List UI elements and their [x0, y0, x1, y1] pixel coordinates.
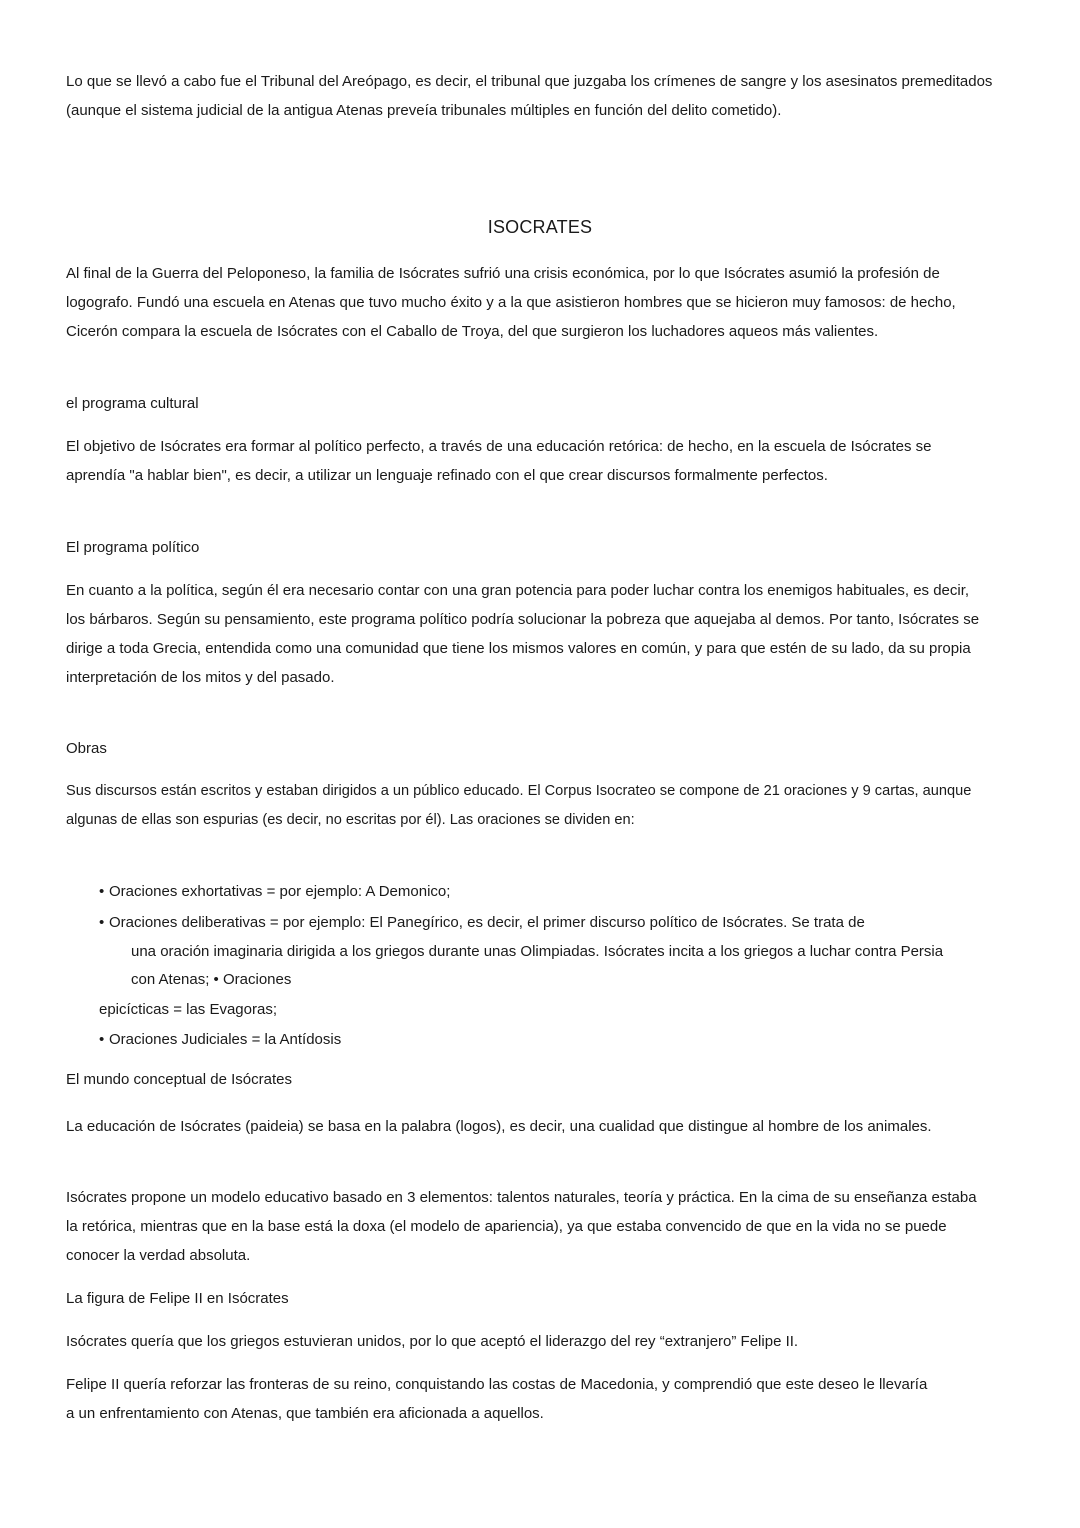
bullet-deliberative-text: Oraciones deliberativas = por ejemplo: El Panegírico, es decir, el primer discurso político de Isócrates. Se trata de: [109, 914, 865, 931]
philip-heading: La figura de Felipe II en Isócrates: [66, 1290, 289, 1307]
philip-paragraph-2: Felipe II quería reforzar las fronteras de su reino, conquistando las costas de Macedonia, y comprendió que este deseo le llevaría a un enfrentamiento con Atenas, que también era aficionada a aquellos.: [66, 1376, 928, 1422]
conceptual-paragraph-2: Isócrates propone un modelo educativo basado en 3 elementos: talentos naturales, teoría y práctica. En la cima de su enseñanza estaba la retórica, mientras que en la base está la doxa (el modelo de apariencia), ya que estaba convencido de que en la vida no se puede conocer la verdad absoluta.: [66, 1189, 977, 1264]
bullet-marker: •: [99, 914, 105, 931]
biography-paragraph: Al final de la Guerra del Peloponeso, la familia de Isócrates sufrió una crisis económica, por lo que Isócrates asumió la profesión de logografo. Fundó una escuela en Atenas que tuvo mucho éxito y a la que asistieron hombres que se hicieron muy famosos: de hecho, Cicerón compara la escuela de Isócrates con el Caballo de Troya, del que surgieron los luchadores aqueos más valientes.: [66, 265, 956, 340]
cultural-program-heading: el programa cultural: [66, 395, 199, 412]
cultural-program-paragraph: El objetivo de Isócrates era formar al político perfecto, a través de una educación retórica: de hecho, en la escuela de Isócrates se aprendía "a hablar bien", es decir, a utilizar un lenguaje refinado con el que crear discursos formalmente perfectos.: [66, 438, 932, 484]
bullet-marker: •: [99, 883, 105, 900]
bullet-deliberative: [99, 908, 865, 937]
bullet-exhortative: [99, 877, 450, 906]
bullet-exhortative-text: Oraciones exhortativas = por ejemplo: A Demonico;: [109, 883, 451, 900]
philip-paragraph-1: Isócrates quería que los griegos estuvieran unidos, por lo que aceptó el liderazgo del rey “extranjero” Felipe II.: [66, 1333, 799, 1350]
works-paragraph: Sus discursos están escritos y estaban dirigidos a un público educado. El Corpus Isocrateo se compone de 21 oraciones y 9 cartas, aunque algunas de ellas son espurias (es decir, no escritas por él). Las oraciones se dividen en:: [66, 783, 972, 828]
conceptual-world-heading: El mundo conceptual de Isócrates: [66, 1071, 292, 1088]
page-title: ISOCRATES: [487, 217, 593, 237]
works-heading: Obras: [66, 740, 107, 757]
bullet-epideictic-text: epicícticas = las Evagoras;: [99, 1001, 278, 1018]
conceptual-paragraph-1: La educación de Isócrates (paideia) se basa en la palabra (logos), es decir, una cualidad que distingue al hombre de los animales.: [66, 1118, 932, 1135]
bullet-judicial-text: Oraciones Judiciales = la Antídosis: [109, 1031, 342, 1048]
intro-paragraph: Lo que se llevó a cabo fue el Tribunal del Areópago, es decir, el tribunal que juzgaba los crímenes de sangre y los asesinatos premeditados (aunque el sistema judicial de la antigua Atenas preveía tribunales múltiples en función del delito cometido).: [66, 73, 993, 119]
bullet-marker: •: [99, 1031, 105, 1048]
bullet-deliberative-continuation: una oración imaginaria dirigida a los griegos durante unas Olimpiadas. Isócrates incita a los griegos a luchar contra Persia: [131, 943, 944, 960]
bullet-deliberative-continuation-end: con Atenas; • Oraciones: [131, 971, 292, 988]
political-program-paragraph: En cuanto a la política, según él era necesario contar con una gran potencia para poder luchar contra los enemigos habituales, es decir, los bárbaros. Según su pensamiento, este programa político podría solucionar la pobreza que aquejaba al demos. Por tanto, Isócrates se dirige a toda Grecia, entendida como una comunidad que tiene los mismos valores en común, y para que estén de su lado, da su propia interpretación de los mitos y del pasado.: [66, 582, 980, 686]
bullet-judicial: [99, 1025, 341, 1054]
political-program-heading: El programa político: [66, 539, 200, 556]
